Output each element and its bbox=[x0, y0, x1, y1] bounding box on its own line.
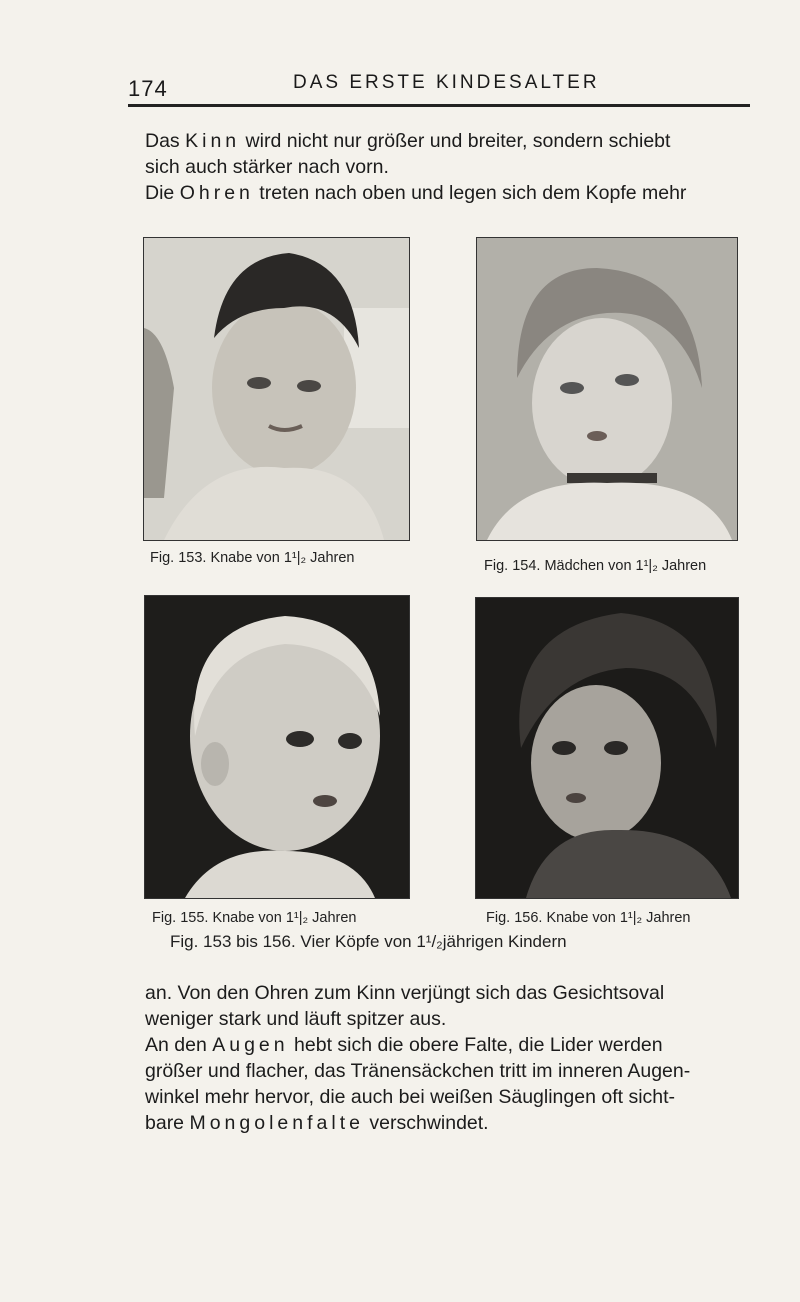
emphasized-word: Augen bbox=[212, 1034, 289, 1056]
text-line bbox=[145, 180, 753, 206]
caption-fig-154: Fig. 154. Mädchen von 1¹|₂ Jahren bbox=[484, 558, 707, 574]
text-line bbox=[145, 1110, 753, 1136]
text-span: verschwindet. bbox=[363, 1112, 489, 1134]
photo-fig-156 bbox=[475, 597, 739, 899]
photo-fig-154 bbox=[476, 237, 738, 541]
text-line bbox=[145, 128, 753, 154]
paragraph-top bbox=[145, 128, 753, 206]
photo-fig-155 bbox=[144, 595, 410, 899]
text-span: Die bbox=[145, 182, 180, 204]
photo-illustration bbox=[145, 596, 409, 898]
text-span: An den bbox=[145, 1034, 213, 1056]
text-line: an. Von den Ohren zum Kinn verjüngt sich das Gesichtsoval bbox=[145, 982, 665, 1004]
header-rule bbox=[128, 104, 750, 107]
text-line: sich auch stärker nach vorn. bbox=[145, 156, 389, 178]
text-span: bare bbox=[145, 1112, 190, 1134]
running-title: DAS ERSTE KINDESALTER bbox=[293, 72, 600, 93]
text-line: weniger stark und läuft spitzer aus. bbox=[145, 1008, 447, 1030]
photo-illustration bbox=[476, 598, 738, 898]
page-header bbox=[128, 70, 750, 110]
photo-fig-153 bbox=[143, 237, 410, 541]
emphasized-word: Mongolenfalte bbox=[189, 1112, 364, 1134]
text-span: Das bbox=[145, 130, 186, 152]
text-line bbox=[145, 1032, 753, 1058]
text-span: hebt sich die obere Falte, die Lider werden bbox=[288, 1034, 663, 1056]
group-caption: Fig. 153 bis 156. Vier Köpfe von 1¹/₂jährigen Kindern bbox=[170, 932, 567, 951]
text-line: größer und flacher, das Tränensäckchen tritt im inneren Augen- bbox=[145, 1060, 691, 1082]
caption-fig-155: Fig. 155. Knabe von 1¹|₂ Jahren bbox=[152, 910, 357, 926]
caption-fig-153: Fig. 153. Knabe von 1¹|₂ Jahren bbox=[150, 550, 355, 566]
emphasized-word: Ohren bbox=[179, 182, 254, 204]
page-number: 174 bbox=[128, 76, 168, 101]
photo-illustration bbox=[144, 238, 409, 540]
paragraph-bottom bbox=[145, 980, 753, 1136]
text-span: treten nach oben und legen sich dem Kopfe mehr bbox=[253, 182, 687, 204]
text-span: wird nicht nur größer und breiter, sondern schiebt bbox=[240, 130, 671, 152]
photo-illustration bbox=[477, 238, 737, 540]
emphasized-word: Kinn bbox=[185, 130, 241, 152]
caption-fig-156: Fig. 156. Knabe von 1¹|₂ Jahren bbox=[486, 910, 691, 926]
text-line: winkel mehr hervor, die auch bei weißen Säuglingen oft sicht- bbox=[145, 1086, 676, 1108]
